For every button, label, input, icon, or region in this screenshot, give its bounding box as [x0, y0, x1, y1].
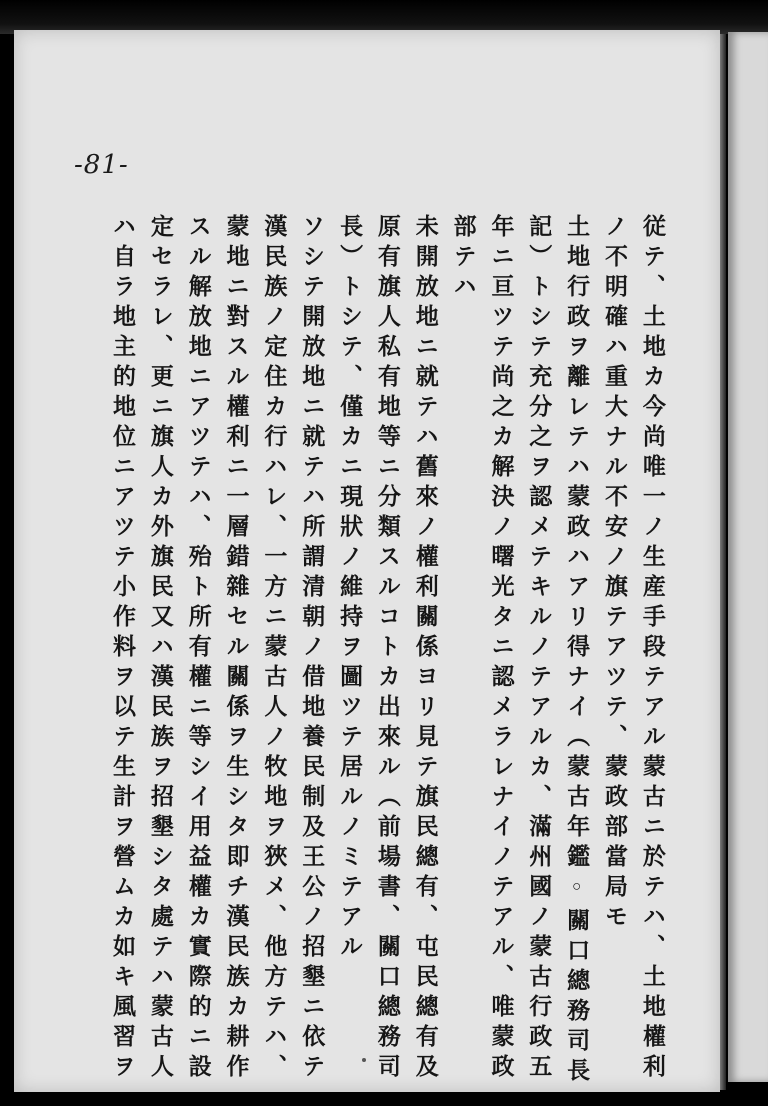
text-column: 定セラレ、更ニ旗人カ外旗民又ハ漢民族ヲ招墾シタ處テハ蒙古人	[146, 214, 174, 1084]
text-column: 漢民族ノ定住カ行ハレ、一方ニ蒙古人ノ牧地ヲ狹メ、他方テハ、	[260, 214, 288, 1084]
text-column: ハ自ラ地主的地位ニアツテ小作料ヲ以テ生計ヲ營ムカ如キ風習ヲ	[109, 214, 136, 1084]
bottom-mark	[362, 1058, 366, 1062]
page-binding-edge	[720, 34, 726, 1090]
text-column: 部テハ	[449, 214, 477, 304]
text-column: 従テ、土地カ今尚唯一ノ生産手段テアル蒙古ニ於テハ、土地權利	[638, 214, 666, 1084]
text-column: ソシテ開放地ニ就テハ所謂清朝ノ借地養民制及王公ノ招墾ニ依テ	[298, 214, 326, 1084]
text-column: 土地行政ヲ離レテハ蒙政ハアリ得ナイ（蒙古年鑑◦關口總務司長	[563, 214, 591, 1088]
scan-top-shadow	[0, 0, 768, 34]
text-column: 原有旗人私有地等ニ分類スルコトカ出來ル（前場書、關口總務司	[373, 214, 401, 1084]
vertical-text-body	[104, 214, 670, 1088]
text-column: 記）トシテ充分之ヲ認メテキルノテアルカ、滿州國ノ蒙古行政五	[525, 214, 553, 1084]
text-column: ノ不明確ハ重大ナル不安ノ旗テアツテ、蒙政部當局モ	[600, 214, 628, 934]
text-column: 未開放地ニ就テハ舊來ノ權利關係ヨリ見テ旗民總有、屯民總有及	[411, 214, 439, 1084]
text-column: 長）トシテ、僅カニ現狀ノ維持ヲ圖ツテ居ルノミテアル	[336, 214, 364, 964]
text-column: 蒙地ニ對スル權利ニ一層錯雜セル關係ヲ生シタ即チ漢民族カ耕作	[222, 214, 250, 1084]
page-number: -81-	[74, 150, 129, 180]
text-column: スル解放地ニアツテハ、殆ト所有權ニ等シイ用益權カ實際的ニ設	[184, 214, 212, 1084]
text-column: 年ニ亘ツテ尚之カ解決ノ曙光タニ認メラレナイノテアル、唯蒙政	[487, 214, 515, 1084]
next-page-edge	[728, 32, 768, 1082]
